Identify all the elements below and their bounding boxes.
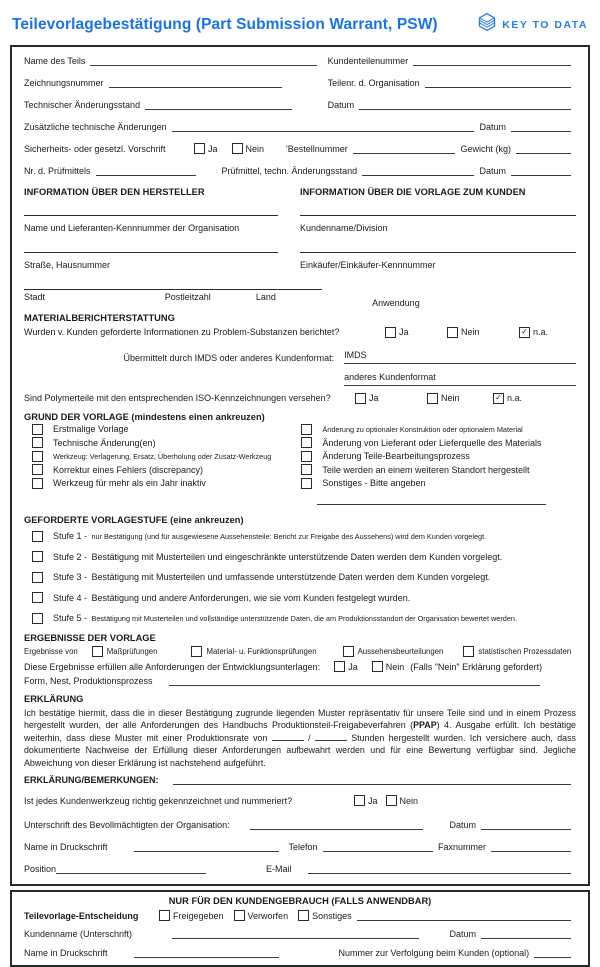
grund-item (293, 464, 576, 475)
checkbox-q1-ja[interactable] (385, 327, 396, 338)
label-datum-2: Datum (479, 122, 506, 132)
section-hersteller: INFORMATION ÜBER DEN HERSTELLER (24, 187, 205, 197)
label-teilenr-organisation: Teilenr. d. Organisation (327, 78, 420, 88)
label-vorschrift-ja: Ja (208, 143, 218, 154)
checkbox-werkzeug-nein[interactable] (386, 795, 397, 806)
label-q1-ja: Ja (398, 327, 409, 337)
grund-item (24, 424, 271, 435)
label-datum-3: Datum (479, 166, 506, 176)
label-grund-left-0: Erstmalige Vorlage (53, 424, 129, 434)
checkbox-stufe-1[interactable] (32, 531, 43, 542)
section-stufe: GEFORDERTE VORLAGESTUFE (eine ankreuzen) (24, 515, 244, 525)
checkbox-vorschrift-nein[interactable] (232, 143, 243, 154)
label-unterschrift-bevollmaechtigten: Unterschrift des Bevollmächtigten der Organisation: (24, 820, 230, 831)
field-teilenr-organisation[interactable] (425, 77, 571, 88)
field-kundenname-division[interactable] (300, 215, 576, 236)
field-faxnummer[interactable] (491, 841, 571, 852)
grund-item (24, 478, 271, 489)
field-produktionsrate-stunden[interactable] (315, 732, 347, 741)
label-stufe-3-text: Bestätigung mit Musterteilen und umfassende unterstützende Daten werden dem Kunden vorgelegt. (91, 572, 491, 582)
label-grund-left-3: Korrektur eines Fehlers (discrepancy) (53, 464, 204, 475)
field-position[interactable] (56, 863, 206, 874)
label-q2-na: n.a. (506, 393, 522, 403)
label-name-organisation: Name und Lieferanten-Kennnummer der Organisation (24, 223, 240, 233)
grund-item (24, 451, 271, 462)
field-zeichnungsnummer[interactable] (109, 77, 282, 88)
stufe-item (24, 527, 576, 545)
section-kundengebrauch: NUR FÜR DEN KUNDENGEBRAUCH (FALLS ANWENDBAR) (168, 896, 432, 907)
label-nr-pruefmittels: Nr. d. Prüfmittels (24, 166, 91, 176)
checkbox-q2-na[interactable] (493, 393, 504, 404)
stufe-item (24, 568, 576, 586)
checkbox-grund-left-3[interactable] (32, 464, 43, 475)
label-bestellnummer: 'Bestellnummer (286, 143, 348, 154)
field-bestellnummer[interactable] (353, 143, 456, 154)
label-datum-1: Datum (327, 100, 355, 110)
label-stufe-3-prefix: Stufe 3 - (53, 572, 88, 582)
grund-item (293, 424, 576, 435)
field-datum-3[interactable] (511, 165, 571, 176)
checkbox-grund-right-0[interactable] (301, 424, 312, 435)
label-name-druckschrift-kunde: Name in Druckschrift (24, 948, 108, 959)
field-name-des-teils[interactable] (90, 55, 316, 66)
check-icon: ✓ (495, 393, 502, 402)
label-telefon: Telefon (288, 842, 318, 853)
label-erfuellen-ja: Ja (348, 661, 358, 672)
checkbox-masspruefungen[interactable] (92, 646, 103, 657)
check-icon: ✓ (521, 327, 528, 336)
label-masspruefungen: Maßprüfungen (106, 647, 158, 656)
field-name-druckschrift-kunde[interactable] (134, 947, 279, 958)
checkbox-q2-ja[interactable] (355, 393, 366, 404)
section-material: MATERIALBERICHTERSTATTUNG (24, 312, 175, 323)
label-stufe-4-prefix: Stufe 4 - (53, 592, 88, 603)
field-unterschrift[interactable] (250, 819, 424, 830)
field-einkaeufer[interactable] (300, 252, 576, 273)
section-ergebnisse: ERGEBNISSE DER VORLAGE (24, 633, 156, 643)
label-erfuellen-nein: Nein (385, 661, 405, 672)
label-uebermittelt: Übermittelt durch IMDS oder anderes Kundenformat: (123, 352, 335, 363)
label-q1-nein: Nein (460, 327, 480, 337)
field-email[interactable] (308, 863, 571, 874)
field-datum-unterschrift[interactable] (481, 819, 571, 830)
checkbox-q2-nein[interactable] (427, 393, 438, 404)
field-datum-1[interactable] (359, 99, 571, 110)
field-datum-kunde[interactable] (481, 928, 571, 939)
checkbox-grund-right-3[interactable] (301, 464, 312, 475)
section-vorlage-kunden: INFORMATION ÜBER DIE VORLAGE ZUM KUNDEN (299, 187, 526, 197)
label-anwendung: Anwendung (372, 297, 420, 308)
stufe-item (24, 548, 576, 566)
label-datum-kunde: Datum (449, 929, 476, 940)
field-gewicht[interactable] (516, 143, 571, 154)
label-verworfen: Verworfen (247, 910, 289, 921)
checkbox-material-funktionspruefungen[interactable] (191, 646, 202, 657)
checkbox-sonstiges[interactable] (298, 910, 309, 921)
kundengebrauch-box (10, 890, 590, 967)
label-bemerkungen: ERKLÄRUNG/BEMERKUNGEN: (24, 775, 159, 786)
checkbox-grund-right-2[interactable] (301, 451, 312, 462)
stufe-item (24, 589, 576, 607)
label-grund-right-0: Änderung zu optionaler Konstruktion oder optionalem Material (322, 424, 523, 434)
checkbox-grund-left-2[interactable] (32, 451, 43, 462)
brand-logo (477, 12, 588, 37)
field-entscheidung-sonstiges[interactable] (357, 910, 571, 921)
field-telefon[interactable] (323, 841, 433, 852)
field-name-druckschrift[interactable] (134, 841, 279, 852)
label-werkzeug-nein: Nein (399, 795, 419, 806)
checkbox-grund-right-1[interactable] (301, 437, 312, 448)
field-pruefmittel-stand[interactable] (362, 165, 474, 176)
label-name-druckschrift: Name in Druckschrift (24, 842, 108, 853)
label-ergebnisse-von: Ergebnisse von (24, 647, 78, 656)
main-form-box (10, 45, 590, 886)
erklaerung-text-3: Stunden hergestellt wurden. Ich versichere auch, dass dokumentierte Nachweise der Erfüllung dieser Anforderungen aufbewahrt werden und für eine Bewertung verfügbar sind. Jegliche Abweichung von dieser Erklärung ist nachstehend aufgeführt. (24, 732, 576, 768)
field-technischer-aenderungsstand[interactable] (145, 99, 292, 110)
label-aussehensbeurteilungen: Aussehensbeurteilungen (357, 647, 444, 656)
label-sicherheits-vorschrift: Sicherheits- oder gesetzl. Vorschrift (24, 143, 166, 154)
checkbox-q1-na[interactable] (519, 327, 530, 338)
label-werkzeug-ja: Ja (368, 795, 378, 806)
label-grund-left-4: Werkzeug für mehr als ein Jahr inaktiv (53, 478, 206, 488)
erklaerung-slash: / (308, 732, 311, 743)
label-statistische-prozessdaten: statistischen Prozessdaten (478, 647, 572, 656)
section-grund: GRUND DER VORLAGE (mindestens einen ankreuzen) (24, 411, 265, 422)
label-verfolgungsnummer: Nummer zur Verfolgung beim Kunden (optional) (338, 948, 530, 959)
label-q2-nein: Nein (440, 393, 460, 403)
label-form-nest: Form, Nest, Produktionsprozess (24, 676, 153, 686)
checkbox-grund-right-4[interactable] (301, 478, 312, 489)
label-einkaeufer: Einkäufer/Einkäufer-Kennnummer (299, 260, 436, 270)
field-kundenteilenummer[interactable] (413, 55, 571, 66)
stufe-item (24, 609, 576, 627)
label-pruefmittel-stand: Prüfmittel, techn. Änderungsstand (221, 166, 358, 176)
label-stufe-4-text: Bestätigung und andere Anforderungen, wie sie vom Kunden festgelegt wurden. (91, 592, 411, 603)
label-vorschrift-nein: Nein (245, 143, 265, 154)
label-strasse: Straße, Hausnummer (24, 260, 111, 270)
label-polymerteile: Sind Polymerteile mit den entsprechenden ISO-Kennzeichnungen versehen? (24, 393, 331, 403)
label-grund-right-1: Änderung von Lieferant oder Lieferquelle des Materials (322, 437, 542, 448)
field-sonstiges-angabe[interactable] (317, 499, 546, 505)
label-teilevorlage-entscheidung: Teilevorlage-Entscheidung (24, 910, 139, 921)
label-stufe-5-prefix: Stufe 5 - (53, 613, 88, 623)
page-header (10, 10, 590, 45)
erklaerung-text-1: Ich bestätige hiermit, dass die in dieser Bestätigung zugrunde liegenden Muster repräsentativ für unsere Teile sind und in einem Prozess hergestellt wurden, der alle Anforderungen des Handbuchs Produktionsteil-Freigabeverfahren ( (24, 708, 576, 731)
label-name-des-teils: Name des Teils (24, 56, 86, 66)
checkbox-erfuellen-nein[interactable] (372, 661, 383, 672)
label-stufe-1-prefix: Stufe 1 - (53, 531, 88, 541)
checkbox-grund-left-0[interactable] (32, 424, 43, 435)
checkbox-stufe-3[interactable] (32, 572, 43, 583)
brand-logo-text: KEY TO DATA (502, 18, 588, 31)
label-q2-ja: Ja (368, 393, 379, 403)
erklaerung-ppap: PPAP (413, 720, 437, 731)
field-name-organisation[interactable] (24, 215, 278, 236)
field-kundenname-unterschrift[interactable] (172, 928, 419, 939)
grund-item (24, 437, 271, 448)
label-postleitzahl: Postleitzahl (164, 292, 211, 302)
checkbox-grund-left-4[interactable] (32, 478, 43, 489)
field-bemerkungen[interactable] (173, 774, 572, 785)
checkbox-q1-nein[interactable] (447, 327, 458, 338)
label-datum-unterschrift: Datum (449, 820, 476, 831)
grund-item (293, 478, 576, 489)
label-faxnummer: Faxnummer (437, 842, 486, 853)
grund-item (24, 464, 271, 475)
label-stufe-2-text: Bestätigung mit Musterteilen und eingeschränkte unterstützende Daten werden dem Kunden vorgelegt. (91, 551, 503, 562)
label-position: Position (24, 864, 57, 875)
field-datum-2[interactable] (511, 121, 571, 132)
label-grund-left-2: Werkzeug: Verlagerung, Ersatz, Überholung oder Zusatz-Werkzeug (53, 451, 272, 461)
label-grund-right-3: Teile werden an einem weiteren Standort hergestellt (322, 464, 530, 475)
grund-item (293, 437, 576, 448)
label-gewicht: Gewicht (kg) (460, 143, 511, 154)
section-erklaerung: ERKLÄRUNG (24, 694, 84, 704)
label-grund-right-2: Änderung Teile-Bearbeitungsprozess (322, 451, 470, 461)
label-sonstiges: Sonstiges (312, 910, 352, 921)
field-verfolgungsnummer[interactable] (534, 947, 571, 958)
label-freigegeben: Freigegeben (173, 910, 224, 921)
label-falls-nein: (Falls "Nein" Erklärung gefordert) (410, 661, 543, 672)
field-nr-pruefmittels[interactable] (96, 165, 196, 176)
hexagon-logo-icon (477, 12, 497, 37)
checkbox-aussehensbeurteilungen[interactable] (343, 646, 354, 657)
label-imds: IMDS (344, 349, 367, 360)
checkbox-werkzeug-ja[interactable] (354, 795, 365, 806)
label-stufe-1-text: nur Bestätigung (und für ausgewiesene Aussehensteile: Bericht zur Freigabe des Aussehens) wird dem Kunden vorgelegt. (91, 531, 487, 541)
label-grund-left-1: Technische Änderung(en) (53, 437, 156, 448)
field-zusaetzliche-aenderungen[interactable] (172, 121, 475, 132)
label-zusaetzliche-aenderungen: Zusätzliche technische Änderungen (24, 122, 167, 132)
label-kundenname-unterschrift: Kundenname (Unterschrift) (24, 929, 133, 940)
label-material-funktionspruefungen: Material- u. Funktionsprüfungen (206, 647, 317, 656)
field-produktionsrate-menge[interactable] (272, 732, 304, 741)
label-q1-na: n.a. (532, 327, 548, 337)
grund-item (293, 451, 576, 462)
label-zeichnungsnummer: Zeichnungsnummer (24, 78, 104, 88)
label-kundenteilenummer: Kundenteilenummer (327, 56, 409, 66)
checkbox-stufe-5[interactable] (32, 613, 43, 624)
label-stadt: Stadt (24, 292, 46, 302)
label-grund-right-4: Sonstiges - Bitte angeben (322, 478, 426, 488)
field-stadt-plz-land[interactable] (24, 289, 322, 305)
label-kundenname-division: Kundenname/Division (299, 223, 388, 233)
erklaerung-text-2: ) 4. Ausgabe erfüllt. Ich bestätige weiterhin, dass diese Muster mit einer Produktionsrate von (24, 720, 576, 743)
checkbox-statistische-prozessdaten[interactable] (463, 646, 474, 657)
label-technischer-aenderungsstand: Technischer Änderungsstand (24, 100, 141, 110)
checkbox-vorschrift-ja[interactable] (194, 143, 205, 154)
checkbox-stufe-2[interactable] (32, 551, 43, 562)
checkbox-grund-left-1[interactable] (32, 437, 43, 448)
label-problem-substanzen: Wurden v. Kunden geforderte Informationen zu Problem-Substanzen berichtet? (24, 327, 340, 337)
label-ergebnisse-erfuellen: Diese Ergebnisse erfüllen alle Anforderungen der Entwicklungsunterlagen: (24, 661, 321, 672)
erklaerung-paragraph (24, 707, 576, 769)
page-title: Teilevorlagebestätigung (Part Submission Warrant, PSW) (12, 15, 438, 33)
checkbox-erfuellen-ja[interactable] (334, 661, 345, 672)
label-stufe-2-prefix: Stufe 2 - (53, 551, 88, 562)
label-email: E-Mail (266, 864, 292, 875)
checkbox-verworfen[interactable] (234, 910, 245, 921)
label-land: Land (255, 292, 276, 302)
checkbox-freigegeben[interactable] (159, 910, 170, 921)
label-anderes-kundenformat: anderes Kundenformat (344, 371, 436, 382)
field-strasse[interactable] (24, 252, 278, 273)
checkbox-stufe-4[interactable] (32, 592, 43, 603)
label-kundenwerkzeug: Ist jedes Kundenwerkzeug richtig gekennzeichnet und nummeriert? (24, 795, 293, 806)
label-stufe-5-text: Bestätigung mit Musterteilen und vollständige unterstützende Daten, die am Produktionsstandort der Organisation bewertet werden. (91, 613, 517, 623)
field-form-nest[interactable] (169, 675, 540, 686)
